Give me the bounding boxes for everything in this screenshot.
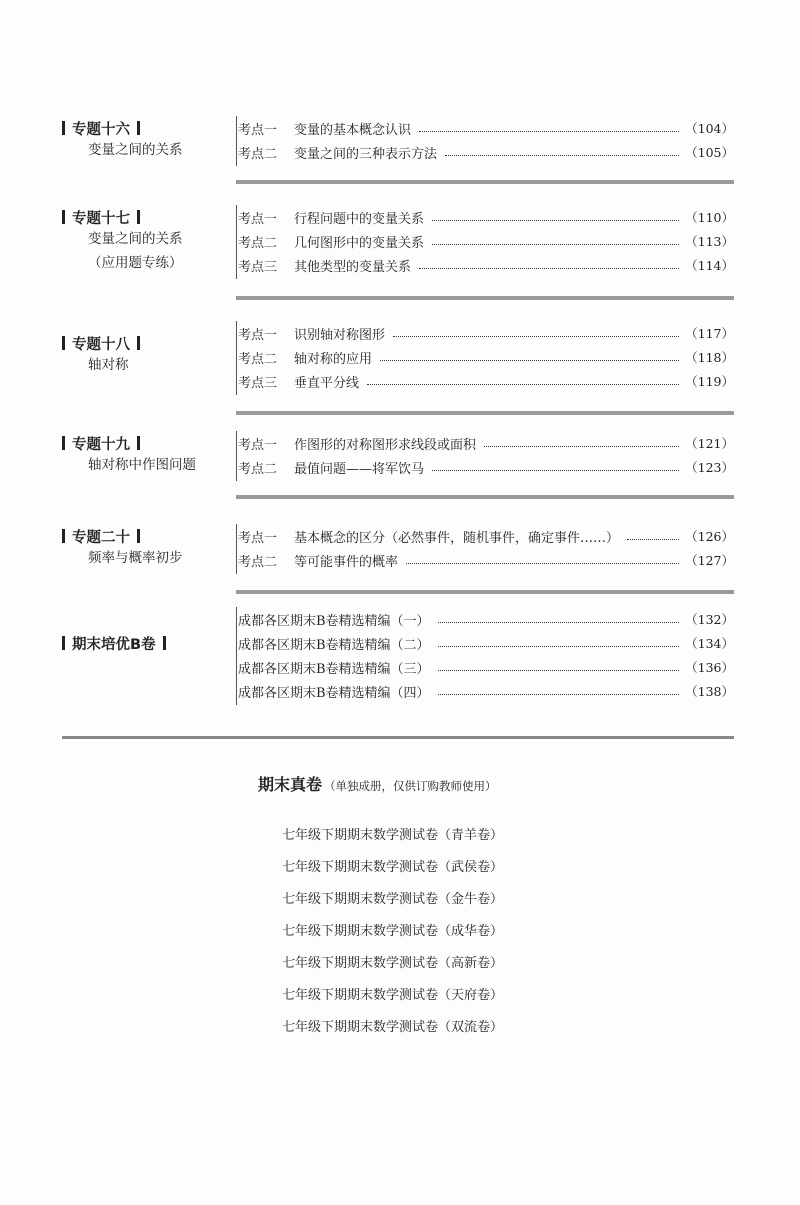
topic-subtitle: 变量之间的关系 (88, 142, 183, 158)
entry-label: 考点三 (238, 259, 278, 275)
entry-title: 最值问题——将军饮马 (294, 461, 425, 477)
topic-header (62, 431, 238, 477)
exam-paper[interactable]: 七年级下期期末数学测试卷（武侯卷） (282, 860, 504, 875)
topic-title: 专题二十 (72, 529, 130, 546)
topic-header (62, 607, 238, 653)
entry-title: 作图形的对称图形求线段或面积 (294, 437, 477, 453)
topic-subtitle: 变量之间的关系 (88, 231, 183, 247)
entry-page: （117） (685, 326, 734, 341)
exam-title: 期末真卷 (258, 775, 323, 794)
entry-label: 考点二 (238, 351, 278, 367)
exam-header (258, 772, 497, 795)
topic-title: 专题十六 (72, 121, 130, 138)
entry-title: 几何图形中的变量关系 (294, 235, 425, 251)
exam-paper[interactable]: 七年级下期期末数学测试卷（成华卷） (282, 924, 504, 939)
entry-label: 考点二 (238, 235, 278, 251)
entry-page: （136） (685, 660, 734, 675)
section-separator (236, 180, 734, 184)
entry-page: （132） (685, 612, 734, 627)
entry-title: 垂直平分线 (294, 375, 360, 391)
toc-entry[interactable] (238, 140, 734, 164)
section-separator (236, 411, 734, 415)
entry-title: 变量之间的三种表示方法 (294, 146, 438, 162)
entry-page: （134） (685, 636, 734, 651)
topic-header (62, 116, 238, 162)
entry-label: 考点一 (238, 437, 278, 453)
section-separator (62, 736, 734, 739)
toc-entry[interactable] (238, 116, 734, 140)
toc-entry[interactable] (238, 431, 734, 455)
entry-label: 考点二 (238, 554, 278, 570)
entry-title: 成都各区期末B卷精选精编（二） (238, 637, 430, 653)
entry-label: 考点一 (238, 530, 278, 546)
topic-header (62, 205, 238, 275)
exam-paper[interactable]: 七年级下期期末数学测试卷（天府卷） (282, 988, 504, 1003)
toc-entry[interactable] (238, 345, 734, 369)
entry-page: （126） (685, 529, 734, 544)
section-separator (236, 590, 734, 594)
entry-title: 轴对称的应用 (294, 351, 373, 367)
entry-title: 等可能事件的概率 (294, 554, 399, 570)
exam-paper[interactable]: 七年级下期期末数学测试卷（金牛卷） (282, 892, 504, 907)
entry-label: 考点二 (238, 461, 278, 477)
entry-page: （121） (685, 436, 734, 451)
entry-page: （138） (685, 684, 734, 699)
entry-page: （123） (685, 460, 734, 475)
exam-paper[interactable]: 七年级下期期末数学测试卷（双流卷） (282, 1020, 504, 1035)
toc-entry[interactable] (238, 205, 734, 229)
entry-page: （104） (685, 121, 734, 136)
toc-entry[interactable] (238, 321, 734, 345)
toc-entry[interactable] (238, 655, 734, 679)
entry-page: （127） (685, 553, 734, 568)
topic-title: 期末培优B卷 (72, 636, 156, 653)
section-separator (236, 296, 734, 300)
entry-label: 考点一 (238, 122, 278, 138)
toc-entry[interactable] (238, 607, 734, 631)
toc-entry[interactable] (238, 631, 734, 655)
entry-page: （105） (685, 145, 734, 160)
entry-label: 考点二 (238, 146, 278, 162)
toc-entry[interactable] (238, 369, 734, 393)
toc-entry[interactable] (238, 253, 734, 277)
entry-label: 考点一 (238, 211, 278, 227)
entry-title: 其他类型的变量关系 (294, 259, 412, 275)
entry-label: 考点一 (238, 327, 278, 343)
entry-page: （113） (685, 234, 734, 249)
entry-page: （119） (685, 374, 734, 389)
entry-title: 成都各区期末B卷精选精编（四） (238, 685, 430, 701)
topic-title: 专题十七 (72, 210, 130, 227)
topic-subtitle: 频率与概率初步 (88, 550, 183, 566)
entry-title: 成都各区期末B卷精选精编（一） (238, 613, 430, 629)
exam-paper[interactable]: 七年级下期期末数学测试卷（青羊卷） (282, 828, 504, 843)
entry-page: （110） (685, 210, 734, 225)
exam-paper[interactable]: 七年级下期期末数学测试卷（高新卷） (282, 956, 504, 971)
toc-entry[interactable] (238, 455, 734, 479)
toc-entry[interactable] (238, 524, 734, 548)
entry-title: 识别轴对称图形 (294, 327, 386, 343)
entry-title: 成都各区期末B卷精选精编（三） (238, 661, 430, 677)
entry-title: 基本概念的区分（必然事件，随机事件，确定事件……） (294, 530, 620, 546)
topic-header (62, 524, 238, 570)
exam-note: （单独成册，仅供订购教师使用） (324, 779, 497, 793)
entry-page: （114） (685, 258, 734, 273)
section-separator (236, 495, 734, 499)
topic-header (62, 321, 238, 377)
topic-subtitle: 轴对称中作图问题 (88, 457, 196, 473)
toc-entry[interactable] (238, 548, 734, 572)
toc-entry[interactable] (238, 229, 734, 253)
topic-title: 专题十九 (72, 436, 130, 453)
topic-title: 专题十八 (72, 336, 130, 353)
topic-subtitle: （应用题专练） (88, 255, 183, 271)
toc-entry[interactable] (238, 679, 734, 703)
entry-label: 考点三 (238, 375, 278, 391)
topic-subtitle: 轴对称 (88, 357, 129, 373)
entry-title: 变量的基本概念认识 (294, 122, 412, 138)
entry-title: 行程问题中的变量关系 (294, 211, 425, 227)
entry-page: （118） (685, 350, 734, 365)
